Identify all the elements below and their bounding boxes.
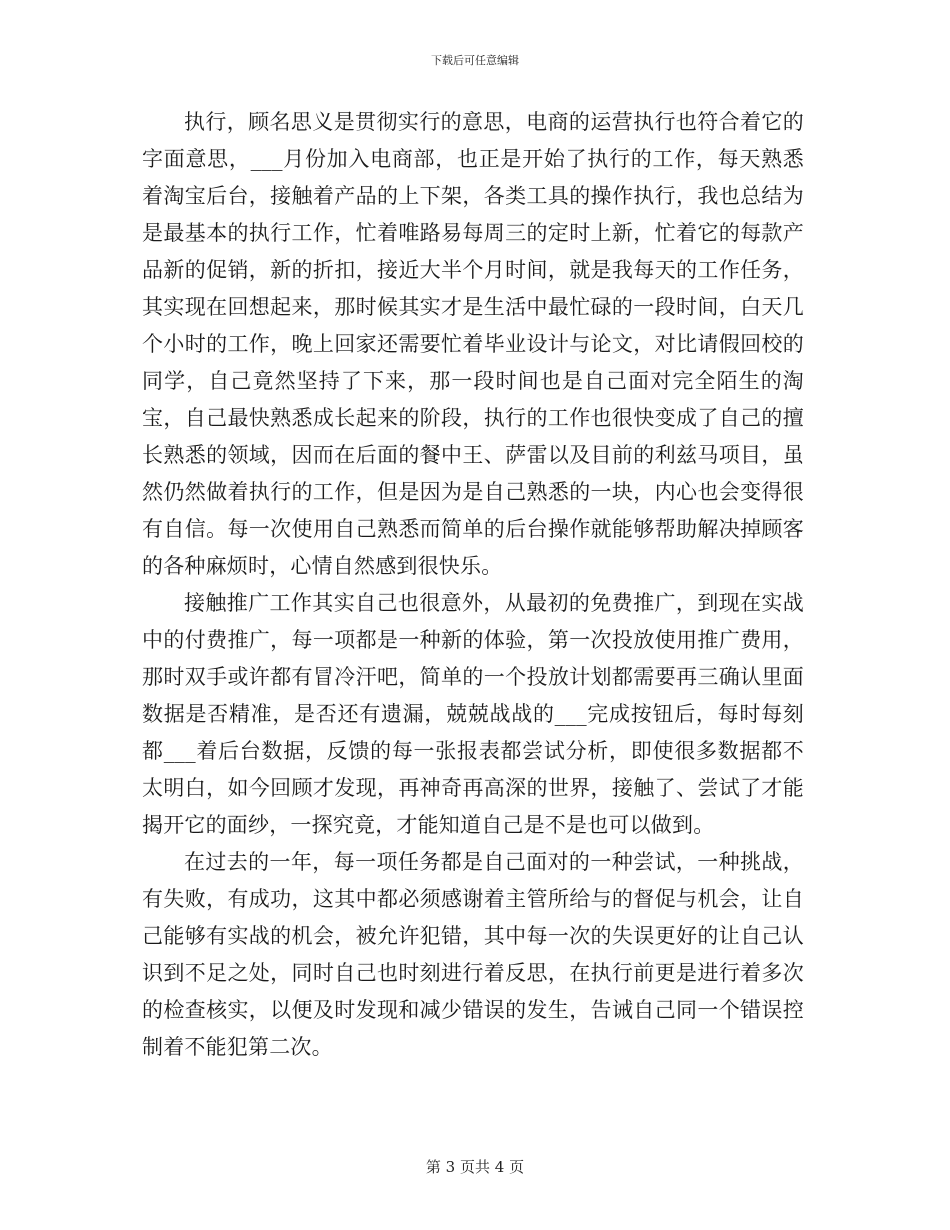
document-body (142, 104, 804, 1066)
page-header: 下载后可任意编辑 (431, 54, 519, 67)
paragraph-past-year: 在过去的一年，每一项任务都是自己面对的一种尝试，一种挑战，有失败，有成功，这其中都必须感谢着主管所给与的督促与机会，让自己能够有实战的机会，被允许犯错，其中每一次的失误更好的让自己认识到不足之处，同时自己也时刻进行着反思，在执行前更是进行着多次的检查核实，以便及时发现和减少错误的发生，告诫自己同一个错误控制着不能犯第二次。 (142, 850, 804, 1059)
paragraph-promotion: 接触推广工作其实自己也很意外，从最初的免费推广，到现在实战中的付费推广，每一项都是一种新的体验，第一次投放使用推广费用，那时双手或许都有冒冷汗吧，简单的一个投放计划都需要再三确认里面数据是否精准，是否还有遗漏，兢兢战战的___完成按钮后，每时每刻都___着后台数据，反馈的每一张报表都尝试分析，即使很多数据都不太明白，如今回顾才发现，再神奇再高深的世界，接触了、尝试了才能揭开它的面纱，一探究竟，才能知道自己是不是也可以做到。 (142, 591, 804, 837)
page-number: 第 3 页共 4 页 (425, 1158, 525, 1176)
paragraph-execution: 执行，顾名思义是贯彻实行的意思，电商的运营执行也符合着它的字面意思，___月份加入电商部，也正是开始了执行的工作，每天熟悉着淘宝后台，接触着产品的上下架，各类工具的操作执行，我也总结为是最基本的执行工作，忙着唯路易每周三的定时上新，忙着它的每款产品新的促销，新的折扣，接近大半个月时间，就是我每天的工作任务，其实现在回想起来，那时候其实才是生活中最忙碌的一段时间，白天几个小时的工作，晚上回家还需要忙着毕业设计与论文，对比请假回校的同学，自己竟然坚持了下来，那一段时间也是自己面对完全陌生的淘宝，自己最快熟悉成长起来的阶段，执行的工作也很快变成了自己的擅长熟悉的领域，因而在后面的餐中王、萨雷以及目前的利兹马项目，虽然仍然做着执行的工作，但是因为是自己熟悉的一块，内心也会变得很有自信。每一次使用自己熟悉而简单的后台操作就能够帮助解决掉顾客的各种麻烦时，心情自然感到很快乐。 (142, 110, 804, 578)
